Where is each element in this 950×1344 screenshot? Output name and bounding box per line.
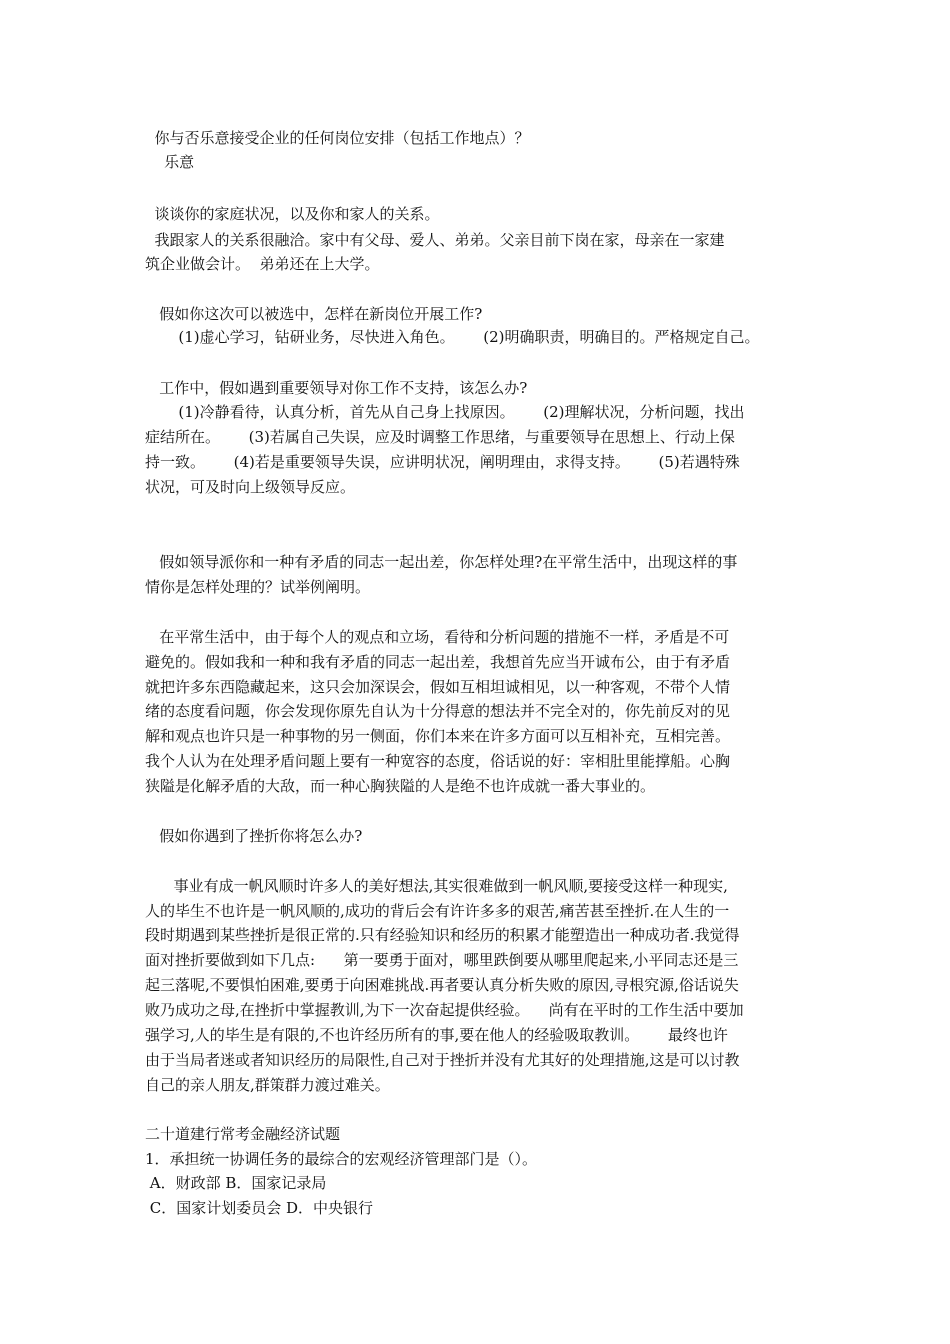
answer-line: 强学习,人的毕生是有限的,不也许经历所有的事,要在他人的经验吸取教训。 最终也许	[145, 1026, 728, 1044]
answer-line: 我跟家人的关系很融洽。家中有父母、爱人、弟弟。父亲目前下岗在家，母亲在一家建	[145, 231, 725, 249]
answer-line: 状况，可及时向上级领导反应。	[145, 478, 356, 496]
answer-line: 解和观点也许只是一种事物的另一侧面，你们本来在许多方面可以互相补充，互相完善。	[145, 727, 731, 745]
question-text: 假如你这次可以被选中，怎样在新岗位开展工作?	[145, 305, 483, 323]
answer-line: 面对挫折要做到如下几点: 第一要勇于面对，哪里跌倒要从哪里爬起来,小平同志还是三	[145, 951, 739, 969]
answer-line: 就把许多东西隐藏起来，这只会加深误会，假如互相坦诚相见，以一种客观，不带个人情	[145, 678, 731, 696]
question-text: 假如你遇到了挫折你将怎么办?	[145, 827, 363, 845]
question-text: 你与否乐意接受企业的任何岗位安排（包括工作地点）？	[145, 129, 530, 147]
answer-line: 狭隘是化解矛盾的大敌，而一种心胸狭隘的人是绝不也许成就一番大事业的。	[145, 777, 656, 795]
answer-line: 人的毕生不也许是一帆风顺的,成功的背后会有许许多多的艰苦,痛苦甚至挫折.在人生的一	[145, 902, 730, 920]
answer-line: 自己的亲人朋友,群策群力渡过难关。	[145, 1076, 390, 1094]
answer-line: 症结所在。 (3)若属自己失误，应及时调整工作思绪，与重要领导在思想上、行动上保	[145, 428, 735, 446]
question-line: 假如领导派你和一种有矛盾的同志一起出差，你怎样处理?在平常生活中，出现这样的事	[145, 553, 738, 571]
answer-line: 起三落呢,不要惧怕困难,要勇于向困难挑战.再者要认真分析失败的原因,寻根究源,俗话说失	[145, 976, 739, 994]
answer-text: 乐意	[145, 153, 195, 171]
answer-line: 绪的态度看问题，你会发现你原先自认为十分得意的想法并不完全对的，你先前反对的见	[145, 702, 731, 720]
question-text: 谈谈你的家庭状况，以及你和家人的关系。	[145, 205, 440, 223]
answer-line: 事业有成一帆风顺时许多人的美好想法,其实很难做到一帆风顺,要接受这样一种现实,	[145, 877, 728, 895]
question-text: 工作中，假如遇到重要领导对你工作不支持，该怎么办?	[145, 379, 528, 397]
quiz-options: C．国家计划委员会 D．中央银行	[145, 1199, 374, 1217]
quiz-question: 1．承担统一协调任务的最综合的宏观经济管理部门是（）。	[145, 1150, 538, 1168]
answer-line: 避免的。假如我和一种和我有矛盾的同志一起出差，我想首先应当开诚布公，由于有矛盾	[145, 653, 731, 671]
quiz-options: A．财政部 B．国家记录局	[145, 1174, 327, 1192]
answer-line: 我个人认为在处理矛盾问题上要有一种宽容的态度，俗话说的好：宰相肚里能撑船。心胸	[145, 752, 731, 770]
answer-line: (1)冷静看待，认真分析，首先从自己身上找原因。 (2)理解状况，分析问题，找出	[145, 403, 745, 421]
question-line: 情你是怎样处理的？试举例阐明。	[145, 578, 371, 596]
answer-line: 在平常生活中，由于每个人的观点和立场，看待和分析问题的措施不一样，矛盾是不可	[145, 628, 730, 646]
answer-line: 由于当局者迷或者知识经历的局限性,自己对于挫折并没有尤其好的处理措施,这是可以讨教	[145, 1051, 740, 1069]
answer-text: (1)虚心学习，钻研业务，尽快进入角色。 (2)明确职责，明确目的。严格规定自己。	[145, 328, 760, 346]
answer-line: 筑企业做会计。 弟弟还在上大学。	[145, 255, 380, 273]
answer-line: 段时期遇到某些挫折是很正常的.只有经验知识和经历的积累才能塑造出一种成功者.我觉得	[145, 926, 740, 944]
section-heading: 二十道建行常考金融经济试题	[145, 1125, 341, 1143]
answer-line: 持一致。 (4)若是重要领导失误，应讲明状况，阐明理由，求得支持。 (5)若遇特殊	[145, 453, 740, 471]
answer-line: 败乃成功之母,在挫折中掌握教训,为下一次奋起提供经验。 尚有在平时的工作生活中要加	[145, 1001, 744, 1019]
